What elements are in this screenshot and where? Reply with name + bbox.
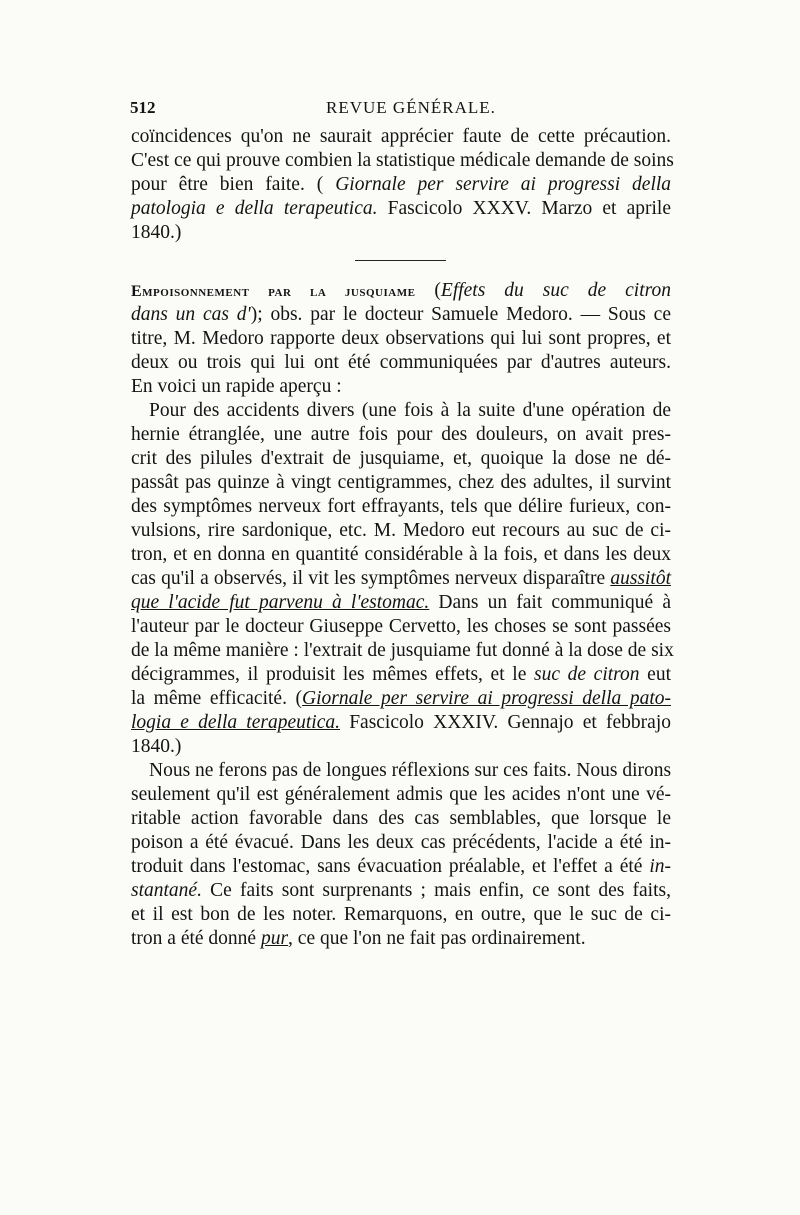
section-divider (355, 260, 446, 261)
text-line: deux ou trois qui lui ont été communiquées par d'autres auteurs. (131, 352, 671, 373)
text-line: Nous ne ferons pas de longues réflexions sur ces faits. Nous dirons (149, 760, 672, 781)
text-line: poison a été évacué. Dans les deux cas précédents, l'acide a été in- (131, 832, 671, 853)
text-line: vulsions, rire sardonique, etc. M. Medoro eut recours au suc de ci- (131, 520, 671, 541)
heading-subtitle: dans un cas d' (131, 304, 251, 325)
text-line: hernie étranglée, une autre fois pour des douleurs, on avait pres- (131, 424, 671, 445)
text-line (131, 711, 671, 735)
text-line: l'auteur par le docteur Giuseppe Cervetto, les choses se sont passées (131, 616, 671, 637)
text-line: tron, et en donna en quantité considérable à la fois, et dans les deux (131, 544, 671, 565)
journal-citation: logia e della terapeutica. (131, 712, 340, 733)
text-run: tron a été donné (131, 928, 261, 949)
text-run: troduit dans l'estomac, sans évacuation préalable, et l'effet a été (131, 856, 650, 877)
text-run: la même efficacité. ( (131, 688, 303, 709)
text-run: eut (639, 664, 671, 685)
text-line: Pour des accidents divers (une fois à la suite d'une opération de (149, 400, 671, 421)
text-line: En voici un rapide aperçu : (131, 376, 342, 397)
text-line (131, 591, 671, 615)
emphasis: que l'acide fut parvenu à l'estomac. (131, 592, 430, 613)
text-line: crit des pilules d'extrait de jusquiame, et, quoique la dose ne dé- (131, 448, 671, 469)
text-run: cas qu'il a observés, il vit les symptômes nerveux disparaître (131, 568, 611, 589)
text-line: de la même manière : l'extrait de jusquiame fut donné à la dose de six (131, 640, 674, 661)
text-line (131, 173, 671, 197)
text-line (131, 855, 671, 879)
text-line: 1840.) (131, 222, 182, 243)
journal-citation: patologia e della terapeutica. (131, 198, 378, 219)
text-line: passât pas quinze à vingt centigrammes, chez des adultes, il survint (131, 472, 671, 493)
emphasis: in- (649, 856, 671, 877)
page-number: 512 (130, 98, 156, 117)
text-line: coïncidences qu'on ne saurait apprécier faute de cette précaution. (131, 126, 671, 147)
emphasis: stantané. (131, 880, 202, 901)
article-section (131, 279, 674, 951)
text-run: Fascicolo XXXIV. Gennajo et febbrajo (340, 712, 671, 733)
section-heading-line (131, 279, 671, 303)
text-run: Dans un fait communiqué à (429, 592, 671, 613)
text-line (131, 197, 671, 221)
text-line (131, 927, 671, 951)
text-line: C'est ce qui prouve combien la statistique médicale demande de soins (131, 150, 674, 171)
running-title: REVUE GÉNÉRALE. (326, 98, 496, 117)
emphasis: aussitôt (610, 568, 671, 589)
text-run: ( (415, 280, 441, 301)
section-heading: Empoisonnement par la jusquiame (131, 283, 416, 300)
text-line (131, 303, 671, 327)
emphasis: suc de citron (533, 664, 640, 685)
text-run: , ce que l'on ne fait pas ordinairement. (288, 928, 586, 949)
text-line (131, 687, 671, 711)
page-header (130, 98, 670, 122)
text-line (131, 663, 671, 687)
text-line: seulement qu'il est généralement admis que les acides n'ont une vé- (131, 784, 671, 805)
text-run: décigrammes, il produisit les mêmes effets, et le (131, 664, 534, 685)
text-run: pour être bien faite. ( (131, 174, 324, 195)
text-line: titre, M. Medoro rapporte deux observations qui lui sont propres, et (131, 328, 671, 349)
heading-subtitle: Effets du suc de citron (440, 280, 671, 301)
paragraph-continuation (131, 125, 674, 245)
text-line: 1840.) (131, 736, 182, 757)
text-line: et il est bon de les noter. Remarquons, en outre, que le suc de ci- (131, 904, 671, 925)
text-line: des symptômes nerveux fort effrayants, tels que délire furieux, con- (131, 496, 671, 517)
text-run: Fascicolo XXXV. Marzo et aprile (377, 198, 671, 219)
emphasis: pur (260, 928, 289, 949)
text-run: ); obs. par le docteur Samuele Medoro. — Sous ce (250, 304, 671, 325)
text-line (131, 879, 671, 903)
text-line: ritable action favorable dans des cas semblables, que lorsque le (131, 808, 671, 829)
journal-citation: Giornale per servire ai progressi della (335, 174, 672, 195)
journal-citation: Giornale per servire ai progressi della pato- (302, 688, 671, 709)
text-line (131, 567, 671, 591)
text-run: Ce faits sont surprenants ; mais enfin, ce sont des faits, (201, 880, 671, 901)
